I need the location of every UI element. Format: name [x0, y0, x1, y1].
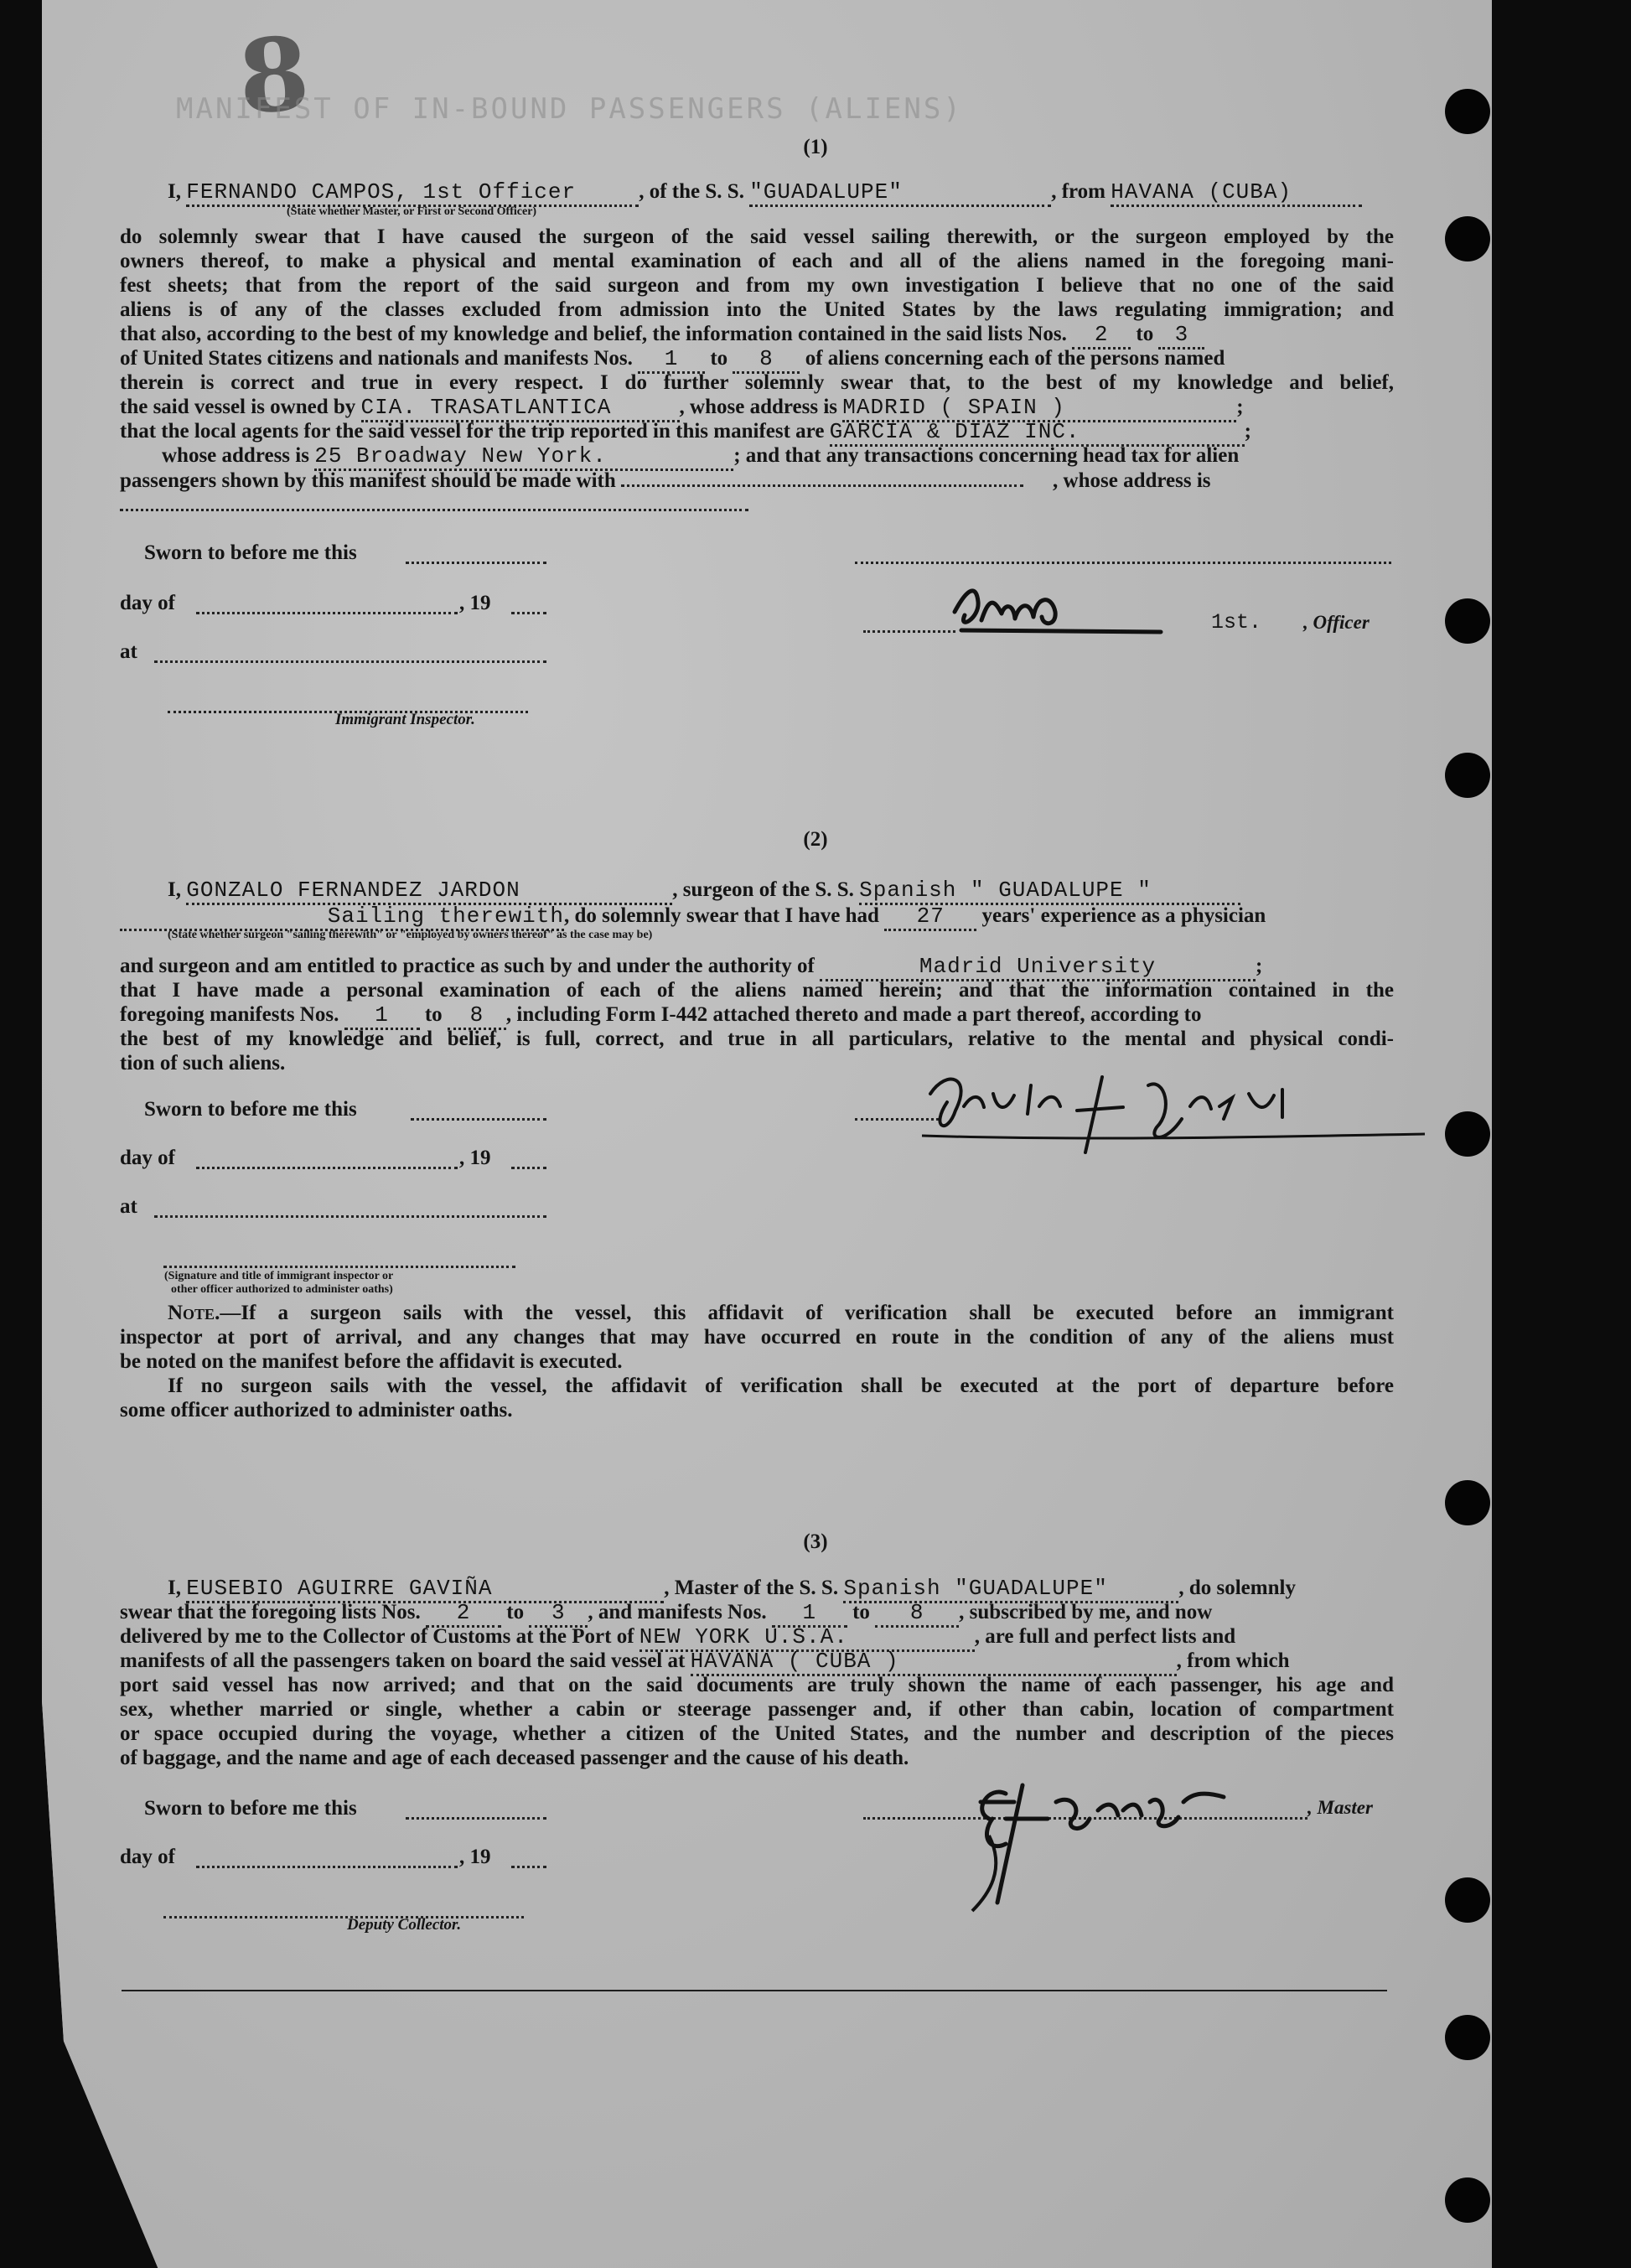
note-line: If no surgeon sails with the vessel, the affidavit of verification shall be executed at the port of departure before — [168, 1375, 1394, 1397]
body-line: tion of such aliens. — [120, 1052, 286, 1074]
officer-rank-handwritten: 1st. — [1211, 610, 1262, 634]
note-line: inspector at port of arrival, and any changes that may have occurred en route in the condition of any of the aliens must — [120, 1326, 1394, 1349]
punch-hole — [1445, 89, 1490, 134]
agents-address-field: 25 Broadway New York. — [314, 443, 733, 471]
port-line: delivered by me to the Collector of Customs at the Port of NEW YORK U.S.A. , are full and perfect lists and — [120, 1624, 1394, 1652]
punch-hole — [1445, 2177, 1490, 2223]
manifests-to-field: 8 — [448, 1002, 506, 1030]
body-line: aliens is of any of the classes excluded from admission into the United States by the laws regulating immigration; and — [120, 298, 1394, 321]
body-line: that I have made a personal examination of each of the aliens named herein; and that the information contained in the — [120, 979, 1394, 1002]
manifests-from-field: 1 — [772, 1600, 847, 1628]
note-line: some officer authorized to administer oaths. — [120, 1399, 513, 1421]
day-label: day of — [120, 1147, 175, 1169]
master-signature — [955, 1768, 1307, 1919]
inspector-caption: other officer authorized to administer oaths) — [171, 1283, 393, 1296]
section-number: (3) — [803, 1530, 828, 1553]
punch-hole — [1445, 2015, 1490, 2060]
body-line: the best of my knowledge and belief, is full, correct, and true in all particulars, relative to the mental and physical condi- — [120, 1028, 1394, 1050]
surgeon-status-field: Sailing therewith — [120, 904, 564, 931]
note-line: Note.—If a surgeon sails with the vessel, this affidavit of verification shall be executed before an immigrant — [168, 1302, 1394, 1324]
sworn-label: Sworn to before me this — [144, 1797, 357, 1820]
body-line: owners thereof, to make a physical and mental examination of each and all of the aliens named in the foregoing mani- — [120, 250, 1394, 272]
agents-address-line: whose address is 25 Broadway New York. ; and that any transactions concerning head tax for alien — [120, 443, 1394, 471]
year-label: , 19 — [459, 1846, 491, 1868]
surgeon-line: I, GONZALO FERNANDEZ JARDON , surgeon of the S. S. Spanish " GUADALUPE " — [120, 878, 1394, 905]
body-line: foregoing manifests Nos. 1 to 8 , including Form I-442 attached thereto and made a part thereof, according to — [120, 1002, 1394, 1030]
body-line: fest sheets; that from the report of the said surgeon and from my own investigation I believe that no one of the said — [120, 274, 1394, 297]
lists-line: swear that the foregoing lists Nos. 2 to 3 , and manifests Nos. 1 to 8 , subscribed by me, and now — [120, 1600, 1394, 1628]
head-tax-line: passengers shown by this manifest should be made with , whose address is — [120, 469, 1211, 492]
page-number-stamp: 8 — [235, 14, 313, 137]
section-number: (1) — [803, 136, 828, 158]
surgeon-signature — [914, 1060, 1442, 1161]
punch-hole — [1445, 216, 1490, 261]
manifests-to-field: 8 — [875, 1600, 959, 1628]
arrival-port-field: NEW YORK U.S.A. — [639, 1624, 975, 1652]
ship-name-field: "GUADALUPE" — [749, 179, 1051, 207]
body-line: sex, whether married or single, whether a cabin or steerage passenger and, if other than cabin, location of compartment — [120, 1698, 1394, 1721]
head-tax-address-line — [120, 492, 1394, 518]
year-label: , 19 — [459, 1147, 491, 1169]
bleed-through-text: MANIFEST OF IN-BOUND PASSENGERS (ALIENS) — [176, 92, 963, 126]
master-ship-field: Spanish "GUADALUPE" — [843, 1576, 1178, 1603]
authority-field: Madrid University — [820, 954, 1256, 981]
master-role-label: , Master — [1307, 1797, 1373, 1818]
punch-hole — [1445, 1877, 1490, 1923]
master-name-field: EUSEBIO AGUIRRE GAVIÑA — [186, 1576, 664, 1603]
body-line: do solemnly swear that I have caused the surgeon of the said vessel sailing therewith, or the surgeon employed by the — [120, 225, 1394, 248]
punch-hole — [1445, 598, 1490, 644]
punch-hole — [1445, 753, 1490, 798]
officer-caption: (State whether Master, or First or Second Officer) — [287, 205, 537, 218]
officer-line: I, FERNANDO CAMPOS, 1st Officer , of the S. S. "GUADALUPE" , from HAVANA (CUBA) — [120, 179, 1394, 207]
manifests-to-field: 8 — [733, 346, 800, 374]
day-label: day of — [120, 1846, 175, 1868]
officer-name-field: FERNANDO CAMPOS, 1st Officer — [186, 179, 639, 207]
body-line: port said vessel has now arrived; and that on the said documents are truly shown the name of each passenger, his age and — [120, 1674, 1394, 1696]
at-label: at — [120, 640, 137, 663]
lists-from-field: 2 — [1072, 322, 1131, 350]
departure-port-field: HAVANA (CUBA) — [1111, 179, 1362, 207]
body-line: that also, according to the best of my knowledge and belief, the information contained in the said lists Nos. 2 to 3 — [120, 322, 1394, 350]
years-field: 27 — [884, 904, 976, 931]
surgeon-status-line: Sailing therewith, do solemnly swear that I have had 27 years' experience as a physician — [120, 904, 1394, 931]
owner-line: the said vessel is owned by CIA. TRASATLANTICA , whose address is MADRID ( SPAIN ) ; — [120, 395, 1394, 422]
surgeon-name-field: GONZALO FERNANDEZ JARDON — [186, 878, 672, 905]
section-number: (2) — [803, 828, 828, 851]
owner-field: CIA. TRASATLANTICA — [361, 395, 680, 422]
year-label: , 19 — [459, 592, 491, 614]
day-label: day of — [120, 592, 175, 614]
body-line: therein is correct and true in every respect. I do further solemnly swear that, to the best of my knowledge and belief, — [120, 371, 1394, 394]
punch-hole — [1445, 1480, 1490, 1525]
inspector-caption: (Signature and title of immigrant inspector or — [164, 1270, 394, 1282]
departure-line: manifests of all the passengers taken on board the said vessel at HAVANA ( CUBA ) , from which — [120, 1649, 1394, 1676]
lists-to-field: 3 — [1158, 322, 1204, 350]
master-line: I, EUSEBIO AGUIRRE GAVIÑA , Master of the S. S. Spanish "GUADALUPE" , do solemnly — [120, 1576, 1394, 1603]
punch-hole — [1445, 1111, 1490, 1157]
lists-to-field: 3 — [529, 1600, 588, 1628]
agents-field: GARCIA & DIAZ INC. — [830, 419, 1245, 447]
status-caption: (State whether surgeon "sailing therewith" or "employed by owners thereof" as the case may be) — [168, 929, 653, 941]
sworn-label: Sworn to before me this — [144, 1098, 357, 1121]
agents-line: that the local agents for the said vessel for the trip reported in this manifest are GARCIA & DIAZ INC. ; — [120, 419, 1394, 447]
body-line: or space occupied during the voyage, whether a citizen of the United States, and the number and description of the pieces — [120, 1722, 1394, 1745]
body-line: of United States citizens and nationals and manifests Nos. 1 to 8 of aliens concerning each of the persons named — [120, 346, 1394, 374]
owner-address-field: MADRID ( SPAIN ) — [842, 395, 1236, 422]
immigrant-inspector-label: Immigrant Inspector. — [335, 711, 475, 728]
body-line: of baggage, and the name and age of each deceased passenger and the cause of his death. — [120, 1747, 909, 1769]
lists-from-field: 2 — [426, 1600, 501, 1628]
sworn-label: Sworn to before me this — [144, 541, 357, 564]
deputy-collector-label: Deputy Collector. — [347, 1916, 462, 1934]
surgeon-ship-field: Spanish " GUADALUPE " — [859, 878, 1240, 905]
at-label: at — [120, 1195, 137, 1218]
manifests-from-field: 1 — [344, 1002, 420, 1030]
authority-line: and surgeon and am entitled to practice as such by and under the authority of Madrid University ; — [120, 954, 1394, 981]
manifests-from-field: 1 — [638, 346, 705, 374]
departure-port-field: HAVANA ( CUBA ) — [691, 1649, 1177, 1676]
officer-signature — [943, 578, 1194, 645]
officer-role-label: , Officer — [1303, 612, 1370, 633]
bottom-rule — [122, 1990, 1387, 1991]
note-line: be noted on the manifest before the affidavit is executed. — [120, 1350, 623, 1373]
